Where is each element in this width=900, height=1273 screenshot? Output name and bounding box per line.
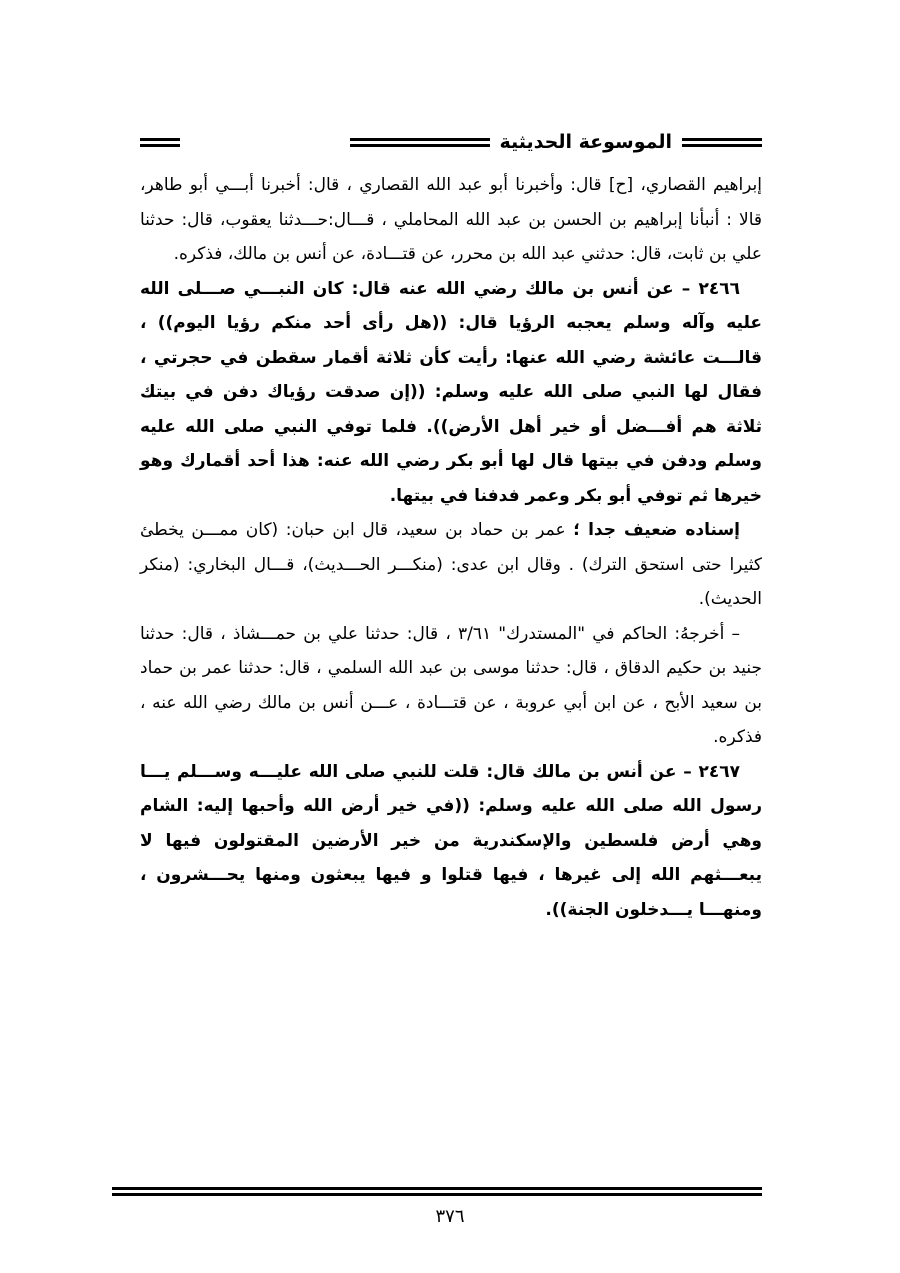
paragraph-hadith-2466: ٢٤٦٦ – عن أنس بن مالك رضي الله عنه قال: كان النبـــي صـــلى الله عليه وآله وسلم يعجبه الرؤيا قال: ((هل رأى أحد منكم رؤيا اليوم)) ، قالـــت عائشة رضي الله عنها: رأيت كأن ثلاثة أقمار سقطن في حجرتي ، فقال لها النبي صلى الله عليه وسلم: ((إن صدقت رؤياك دفن في بيتك ثلاثة هم أفـــضل أو خير أهل الأرض)). فلما توفي النبي صلى الله عليه وسلم ودفن في بيتها قال لها أبو بكر رضي الله عنه: هذا أحد أقمارك وهو خيرها ثم توفي أبو بكر وعمر فدفنا في بيتها.	[140, 278, 762, 506]
paragraph-takhrij: – أخرجهُ: الحاكم في "المستدرك" ٣/٦١ ، قال: حدثنا علي بن حمـــشاذ ، قال: حدثنا جنيد بن حكيم الدقاق ، قال: حدثنا موسى بن عبد الله السلمي ، قال: حدثنا عمر بن حماد بن سعيد الأبح ، عن ابن أبي عروبة ، عن قتـــادة ، عـــن أنس بن مالك رضي الله عنه ، فذكره.	[140, 623, 762, 747]
paragraph-isnad-grading	[140, 513, 762, 617]
running-header	[140, 128, 762, 158]
paragraph-hadith-2467: ٢٤٦٧ – عن أنس بن مالك قال: قلت للنبي صلى الله عليـــه وســـلم يـــا رسول الله صلى الله عليه وسلم: ((في خير أرض الله وأحبها إليه: الشام وهي أرض فلسطين والإسكندرية من خير الأرضين المقتولون فيها لا يبعـــثهم الله إلى غيرها ، فيها قتلوا و فيها يبعثون ومنها يحـــشرون ، ومنهـــا يـــدخلون الجنة)).	[140, 761, 762, 920]
footer-rule	[112, 1187, 762, 1196]
isnad-grading-lead: إسناده ضعيف جدا ؛	[573, 520, 740, 540]
isnad-grading-text: عمر بن حماد بن سعيد، قال ابن حبان: (كان ممـــن يخطئ كثيرا حتى استحق الترك) . وقال ابن عدى: (منكـــر الحـــديث)، قـــال البخاري: (منكر الحديث).	[140, 520, 762, 609]
paragraph-chain-of-narration: إبراهيم القصاري، [ح] قال: وأخبرنا أبو عبد الله القصاري ، قال: أخبرنا أبـــي أبو طاهر، قالا : أنبأنا إبراهيم بن الحسن بن عبد الله المحاملي ، قـــال:حـــدثنا يعقوب، قال: حدثنا علي بن ثابت، قال: حدثني عبد الله بن محرر، عن قتـــادة، عن أنس بن مالك، فذكره.	[140, 175, 762, 264]
header-rule-left	[140, 138, 180, 147]
page-number: ٣٧٦	[435, 1206, 465, 1227]
header-title: الموسوعة الحديثية	[490, 130, 683, 154]
body-text	[140, 168, 762, 927]
